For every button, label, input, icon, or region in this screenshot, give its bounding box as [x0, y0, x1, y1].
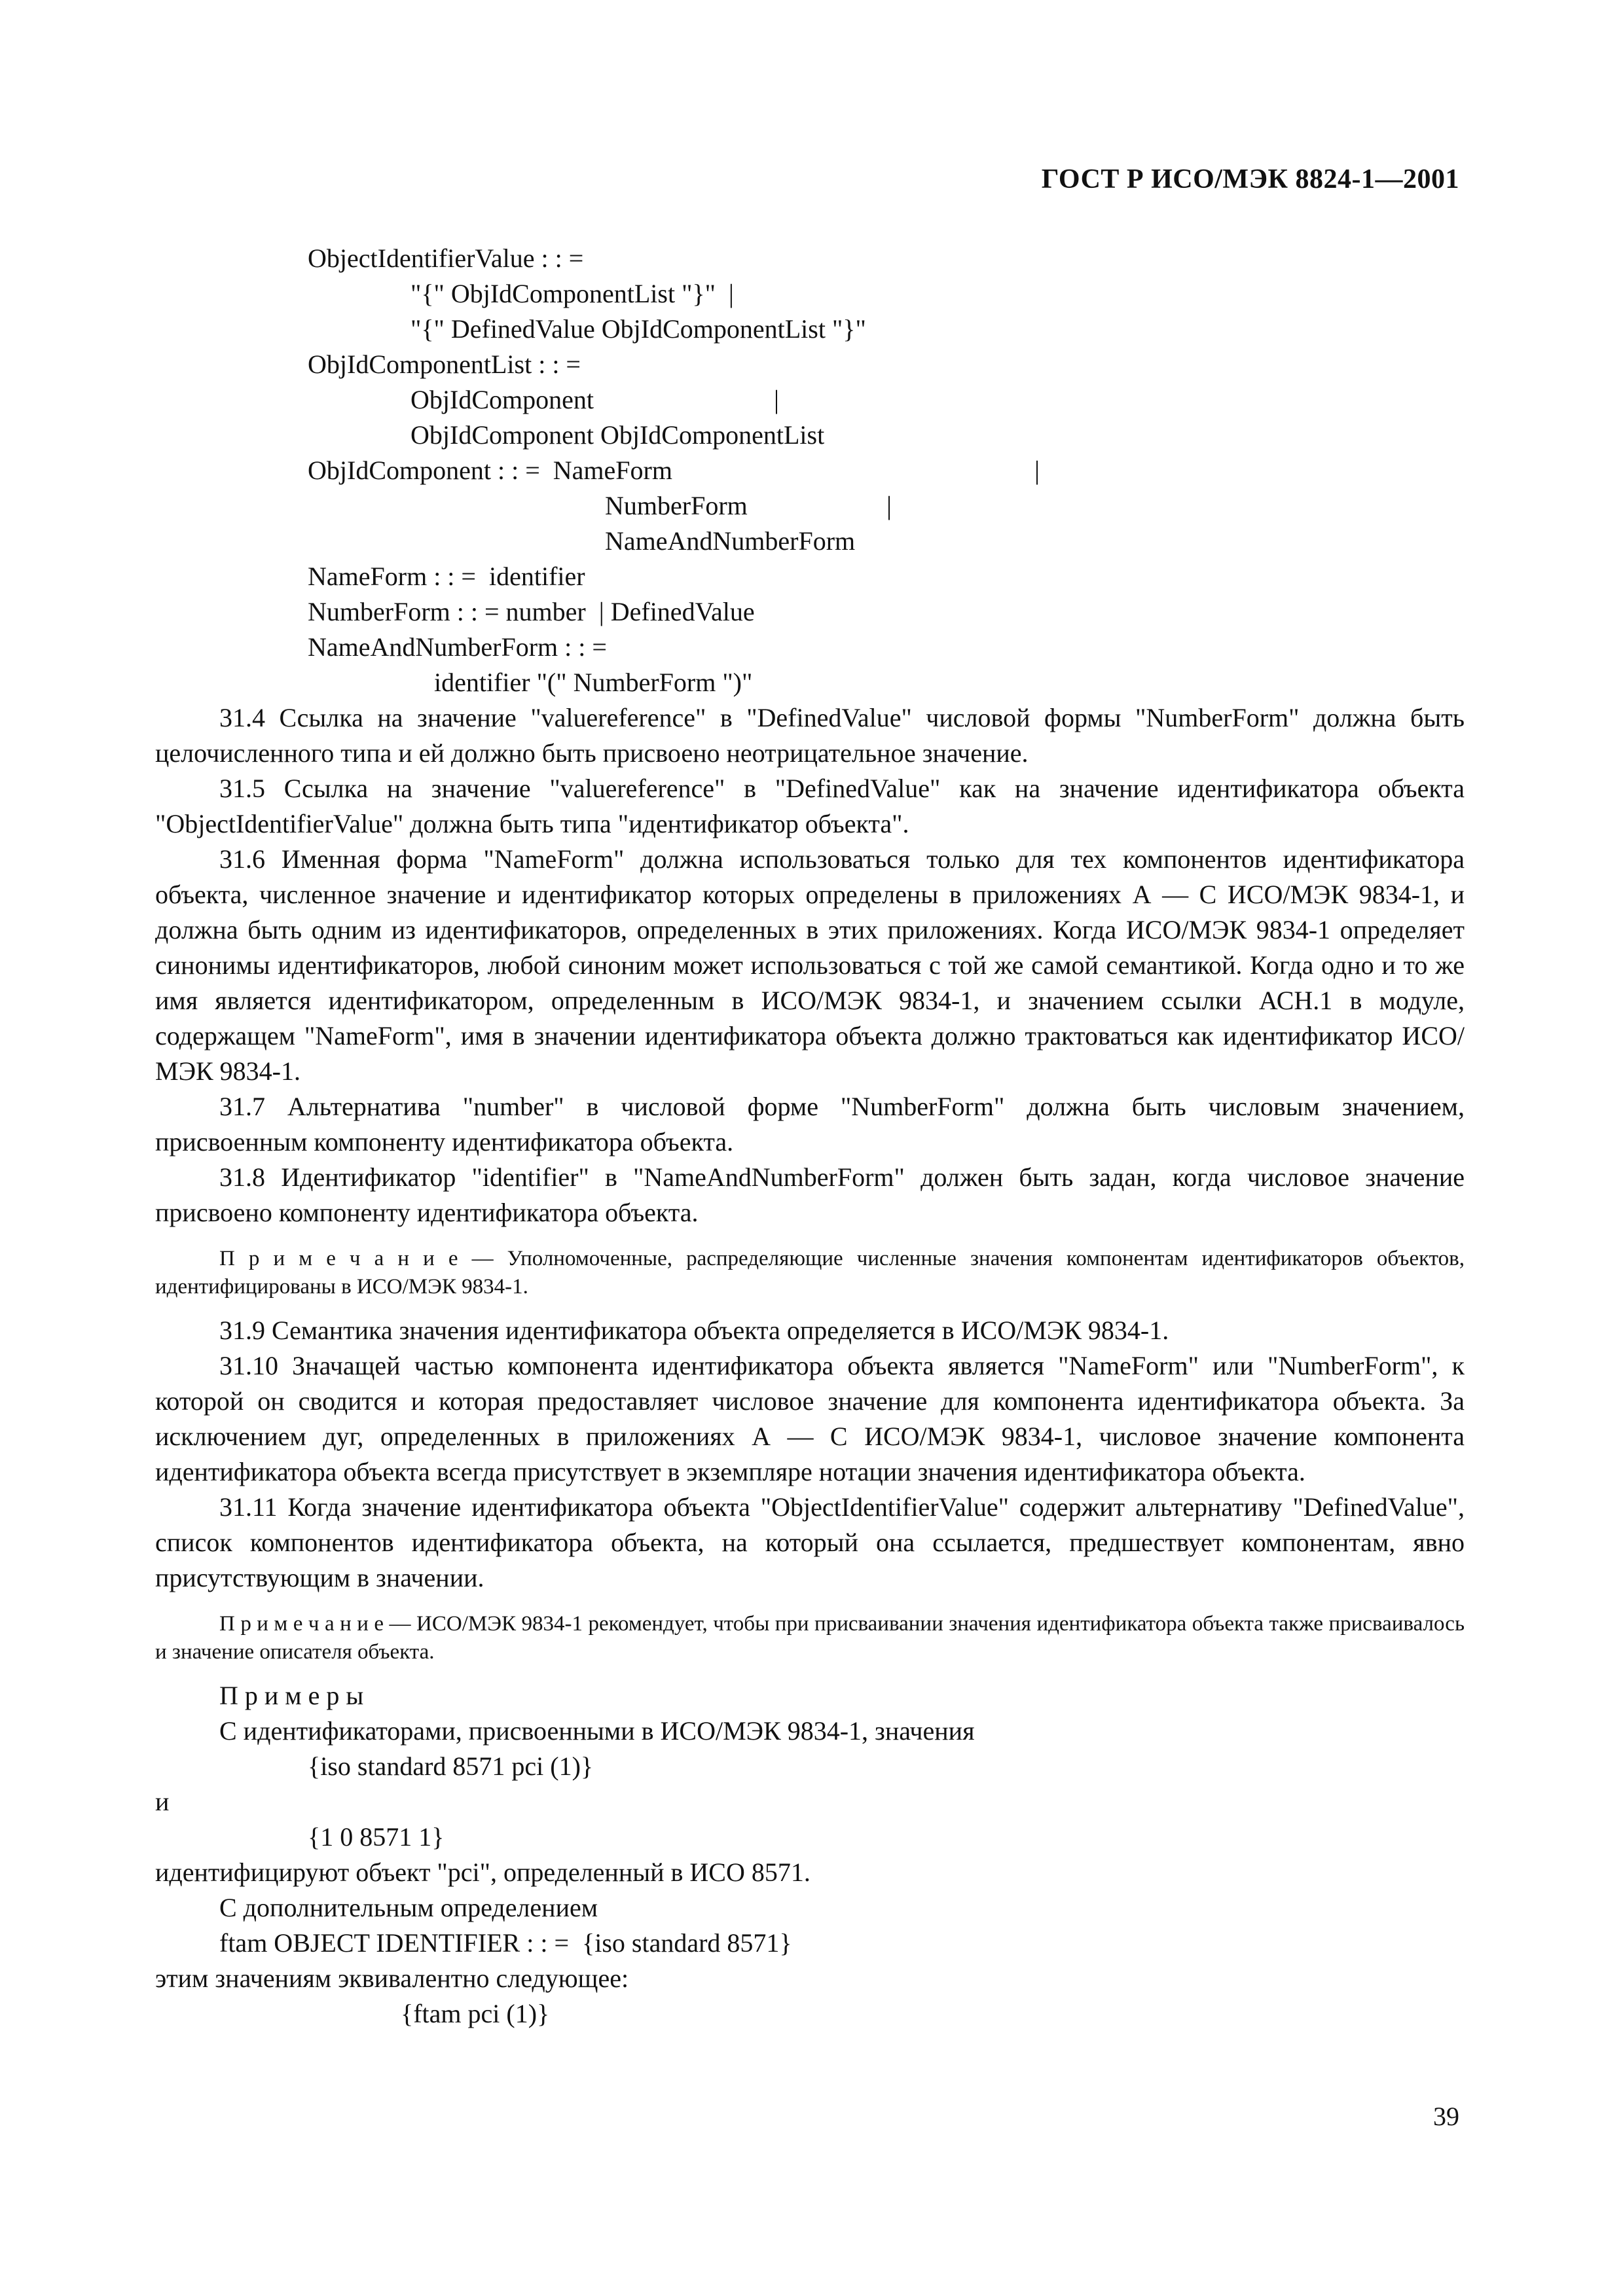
grammar-block — [155, 241, 1465, 700]
example-line: {ftam pci (1)} — [401, 1999, 550, 2028]
paragraph-31-8: 31.8 Идентификатор "identifier" в "NameAndNumberForm" должен быть задан, когда числовое значение присвоено компоненту идентификатора объекта. — [155, 1162, 1465, 1227]
paragraph-31-7: 31.7 Альтернатива "number" в числовой форме "NumberForm" должна быть числовым значением, присвоенным компоненту идентификатора объекта. — [155, 1092, 1465, 1157]
example-line: С дополнительным определением — [219, 1893, 598, 1922]
grammar-line: identifier "(" NumberForm ")" — [434, 668, 753, 697]
grammar-line: ObjIdComponent | — [410, 385, 780, 414]
grammar-line: ObjIdComponentList : : = — [308, 350, 581, 379]
paragraph-31-10: 31.10 Значащей частью компонента идентификатора объекта является "NameForm" или "NumberForm", к которой он сводится и которая предоставляет числовое значение для компонента идентификатора объекта. За исключением дуг, определенных в приложениях А — С ИСО/МЭК 9834-1, числовое значение компонента идентификатора объекта всегда присутствует в экземпляре нотации значения идентификатора объекта. — [155, 1351, 1465, 1486]
grammar-line: ObjIdComponent ObjIdComponentList — [410, 420, 825, 450]
example-line: С идентификаторами, присвоенными в ИСО/МЭК 9834-1, значения — [219, 1716, 975, 1746]
grammar-line: NumberForm | — [605, 491, 892, 520]
paragraph-31-11: 31.11 Когда значение идентификатора объекта "ObjectIdentifierValue" содержит альтернативу "DefinedValue", список компонентов идентификатора объекта, на который она ссылается, предшествует компонентам, явно присутствующим в значении. — [155, 1492, 1465, 1592]
grammar-line: NameAndNumberForm : : = — [308, 632, 607, 662]
note-label: П р и м е ч а н и е — [219, 1612, 384, 1636]
example-line: и — [155, 1787, 170, 1816]
example-line: этим значениям эквивалентно следующее: — [155, 1964, 629, 1993]
paragraph-31-5: 31.5 Ссылка на значение "valuereference" в "DefinedValue" как на значение идентификатора объекта "ObjectIdentifierValue" должна быть типа "идентификатор объекта". — [155, 774, 1465, 838]
paragraph-31-9: 31.9 Семантика значения идентификатора объекта определяется в ИСО/МЭК 9834-1. — [219, 1316, 1169, 1345]
grammar-line: NumberForm : : = number | DefinedValue — [308, 597, 755, 626]
paragraph-31-4: 31.4 Ссылка на значение "valuereference" в "DefinedValue" числовой формы "NumberForm" должна быть целочисленного типа и ей должно быть присвоено неотрицательное значение. — [155, 703, 1465, 768]
page-content — [155, 241, 1465, 2032]
examples-heading: П р и м е р ы — [219, 1681, 364, 1710]
document-header: ГОСТ Р ИСО/МЭК 8824-1—2001 — [1041, 164, 1459, 194]
paragraph-31-6: 31.6 Именная форма "NameForm" должна использоваться только для тех компонентов идентификатора объекта, численное значение и идентификатор которых определены в приложениях А — С ИСО/МЭК 9834-1, и должна быть одним из идентификаторов, определенных в этих приложениях. Когда ИСО/МЭК 9834-1 определяет синонимы идентификаторов, любой синоним может использоваться с той же самой семантикой. Когда одно и то же имя является идентификатором, определенным в ИСО/МЭК 9834-1, и значением ссылки АСН.1 в модуле, содержащем "NameForm", имя в значении идентификатора объекта должно трактоваться как идентификатор ИСО/МЭК 9834-1. — [155, 844, 1465, 1086]
grammar-line: NameAndNumberForm — [605, 526, 856, 556]
example-line: {iso standard 8571 pci (1)} — [308, 1751, 594, 1781]
example-line: ftam OBJECT IDENTIFIER : : = {iso standard 8571} — [219, 1928, 792, 1958]
example-line: {1 0 8571 1} — [308, 1822, 445, 1852]
note-1 — [155, 1245, 1465, 1301]
note-text: — ИСО/МЭК 9834-1 рекомендует, чтобы при присваивании значения идентификатора объекта также присваивалось и значение описателя объекта. — [155, 1612, 1465, 1664]
note-text: — Уполномоченные, распределяющие численные значения компонентам идентификаторов объектов, идентифицированы в ИСО/МЭК 9834-1. — [155, 1247, 1465, 1299]
page-number: 39 — [1433, 2102, 1459, 2131]
example-line: идентифицируют объект "pci", определенный в ИСО 8571. — [155, 1857, 811, 1887]
grammar-line: "{" ObjIdComponentList "}" | — [410, 279, 734, 308]
grammar-line: ObjectIdentifierValue : : = — [308, 243, 584, 273]
note-label: П р и м е ч а н и е — [219, 1247, 458, 1270]
grammar-line: ObjIdComponent : : = NameForm | — [308, 456, 1040, 485]
grammar-line: NameForm : : = identifier — [308, 562, 585, 591]
grammar-line: "{" DefinedValue ObjIdComponentList "}" — [410, 314, 866, 344]
note-2 — [155, 1610, 1465, 1666]
examples-block — [155, 1678, 1465, 2032]
